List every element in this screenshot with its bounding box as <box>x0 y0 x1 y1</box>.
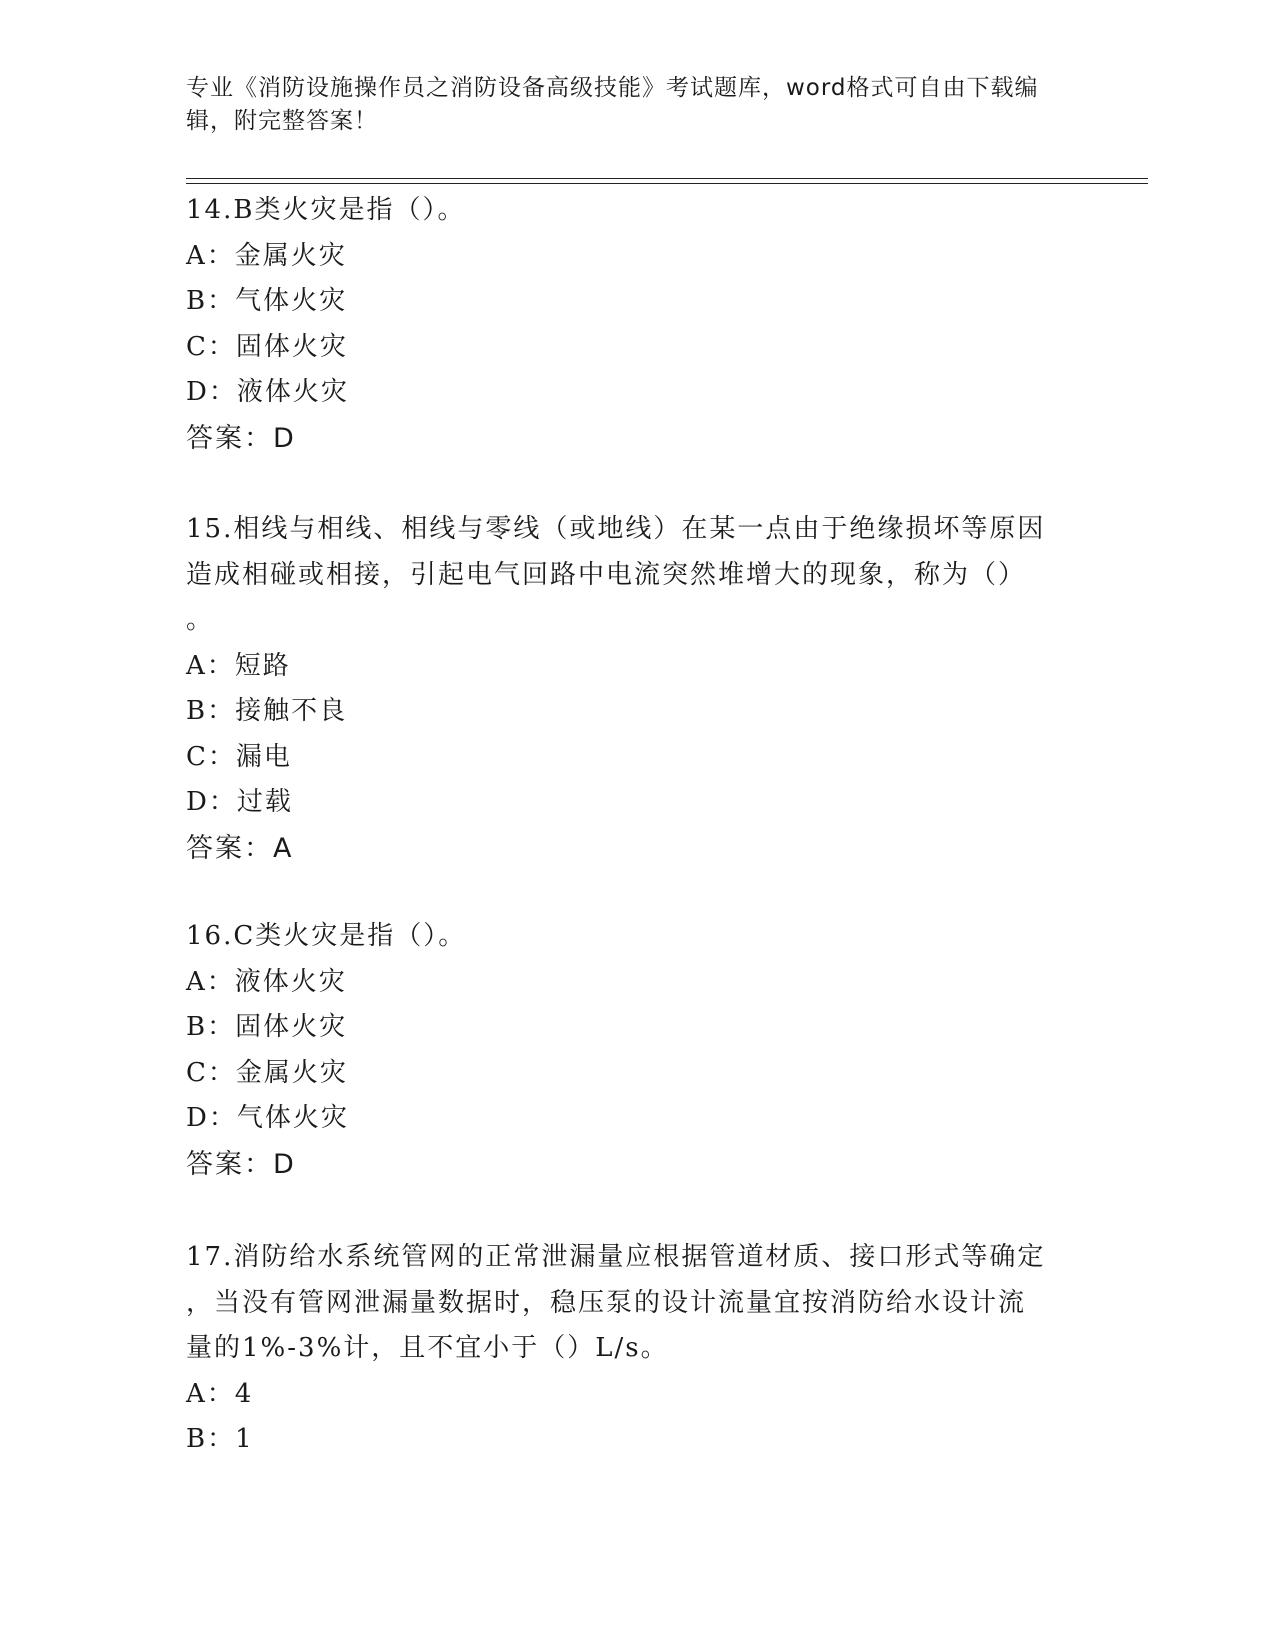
question-stem: ，当没有管网泄漏量数据时，稳压泵的设计流量宜按消防给水设计流 <box>186 1287 1027 1318</box>
option-a: A：短路 <box>186 650 291 681</box>
header-divider-bottom <box>186 183 1148 184</box>
option-a: A：液体火灾 <box>186 966 347 997</box>
option-c: C：金属火灾 <box>186 1057 348 1088</box>
option-b: B：固体火灾 <box>186 1012 348 1042</box>
answer: 答案：D <box>186 422 296 454</box>
question-stem: 。 <box>186 605 215 635</box>
question-16 <box>186 914 1086 1187</box>
question-stem: 16.C类火灾是指（）。 <box>186 921 467 951</box>
document-header <box>186 72 1086 138</box>
option-b: B：1 <box>186 1424 254 1454</box>
header-divider-top <box>186 178 1148 179</box>
header-line-1: 专业《消防设施操作员之消防设备高级技能》考试题库，word格式可自由下载编 <box>186 75 1039 101</box>
option-d: D：液体火灾 <box>186 377 349 407</box>
option-a: A：4 <box>186 1378 254 1409</box>
option-c: C：漏电 <box>186 741 292 772</box>
header-line-2: 辑，附完整答案！ <box>186 108 378 134</box>
question-stem: 造成相碰或相接，引起电气回路中电流突然堆增大的现象，称为（） <box>186 559 1027 590</box>
question-14 <box>186 188 1086 461</box>
answer: 答案：D <box>186 1148 296 1180</box>
option-c: C：固体火灾 <box>186 331 348 362</box>
question-stem: 15.相线与相线、相线与零线（或地线）在某一点由于绝缘损坏等原因 <box>186 514 1046 544</box>
answer: 答案：A <box>186 832 294 864</box>
question-stem: 17.消防给水系统管网的正常泄漏量应根据管道材质、接口形式等确定 <box>186 1242 1046 1272</box>
question-17 <box>186 1235 1086 1463</box>
option-a: A：金属火灾 <box>186 240 347 271</box>
question-stem: 量的1%-3%计，且不宜小于（）L/s。 <box>186 1333 669 1363</box>
option-b: B：气体火灾 <box>186 286 348 316</box>
question-15 <box>186 507 1086 871</box>
option-d: D：气体火灾 <box>186 1103 349 1133</box>
option-d: D：过载 <box>186 787 293 817</box>
option-b: B：接触不良 <box>186 696 348 726</box>
question-stem: 14.B类火灾是指（）。 <box>186 195 466 225</box>
